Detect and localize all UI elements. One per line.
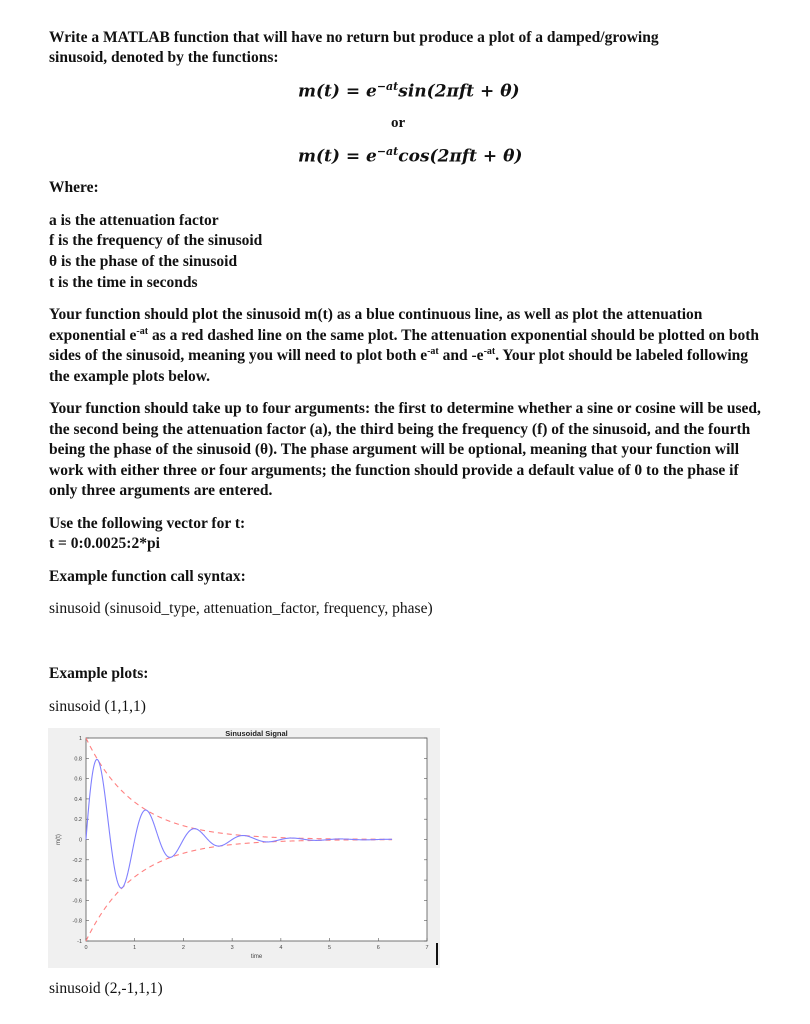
- x-tick-label: 4: [279, 945, 283, 951]
- intro-line-1: Write a MATLAB function that will have no return but produce a plot of a damped/growing: [49, 29, 659, 46]
- x-tick-label: 0: [84, 945, 88, 951]
- y-tick-label: -0.6: [72, 898, 82, 905]
- definition-t: t is the time in seconds: [49, 274, 198, 291]
- y-tick-label: -0.2: [72, 857, 82, 864]
- x-tick-label: 6: [376, 945, 380, 951]
- intro-line-2: sinusoid, denoted by the functions:: [49, 49, 279, 66]
- y-tick-label: 0.6: [74, 776, 82, 783]
- y-tick-label: -0.8: [72, 918, 82, 925]
- y-axis-label: m(t): [56, 834, 62, 845]
- y-tick-label: -1: [77, 939, 82, 945]
- plot1-caption: sinusoid (1,1,1): [49, 698, 146, 715]
- vector-value: t = 0:0.0025:2*pi: [49, 535, 160, 552]
- plots-heading: Example plots:: [49, 665, 149, 682]
- x-tick-label: 3: [230, 945, 234, 951]
- x-tick-label: 1: [133, 945, 137, 951]
- vector-heading: Use the following vector for t:: [49, 515, 246, 532]
- x-axis-label: time: [250, 954, 263, 960]
- definition-a: a is the attenuation factor: [49, 212, 219, 229]
- sinusoid-plot: [48, 728, 440, 968]
- definition-f: f is the frequency of the sinusoid: [49, 232, 263, 249]
- plot-title: Sinusoidal Signal: [225, 729, 288, 738]
- equation-cosine: $m(t) = e^{-at}\cos(2\pi ft + \theta)$: [298, 145, 523, 167]
- x-tick-label: 2: [181, 945, 185, 951]
- x-tick-label: 7: [425, 945, 429, 951]
- text-cursor: [436, 943, 438, 965]
- y-tick-label: -0.4: [72, 878, 82, 885]
- x-tick-label: 5: [328, 945, 332, 951]
- equation-sine: $m(t) = e^{-at}\sin(2\pi ft + \theta)$: [298, 80, 520, 102]
- syntax-value: sinusoid (sinusoid_type, attenuation_factor, frequency, phase): [49, 600, 433, 617]
- paragraph-plot-description: Your function should plot the sinusoid m(t) as a blue continuous line, as well as plot the attenuation exponential $e^{-at}$ as a red dashed line on the same plot. The attenuation exponential should be plotted on both sides of the sinusoid, meaning you will need to plot both $e^{-at}$ and $-e^{-at}$. Your plot should be labeled following the example plots below.: [49, 306, 759, 385]
- syntax-heading: Example function call syntax:: [49, 568, 246, 585]
- where-heading: Where:: [49, 179, 99, 196]
- y-tick-label: 0.4: [74, 796, 82, 803]
- paragraph-arguments: Your function should take up to four arguments: the first to determine whether a sine or cosine will be used, the second being the attenuation factor (a), the third being the frequency (f) of the sinusoid, and the fourth being the phase of the sinusoid (θ). The phase argument will be optional, meaning that your function will work with either three or four arguments; the function should provide a default value of 0 to the phase if only three arguments are entered.: [49, 400, 761, 499]
- y-tick-label: 0.2: [74, 817, 82, 824]
- y-tick-label: 0.8: [74, 756, 82, 763]
- definition-theta: θ is the phase of the sinusoid: [49, 253, 238, 270]
- y-tick-label: 1: [78, 736, 82, 742]
- plot2-caption: sinusoid (2,-1,1,1): [49, 980, 163, 997]
- y-tick-label: 0: [78, 837, 82, 844]
- or-label: or: [391, 115, 406, 131]
